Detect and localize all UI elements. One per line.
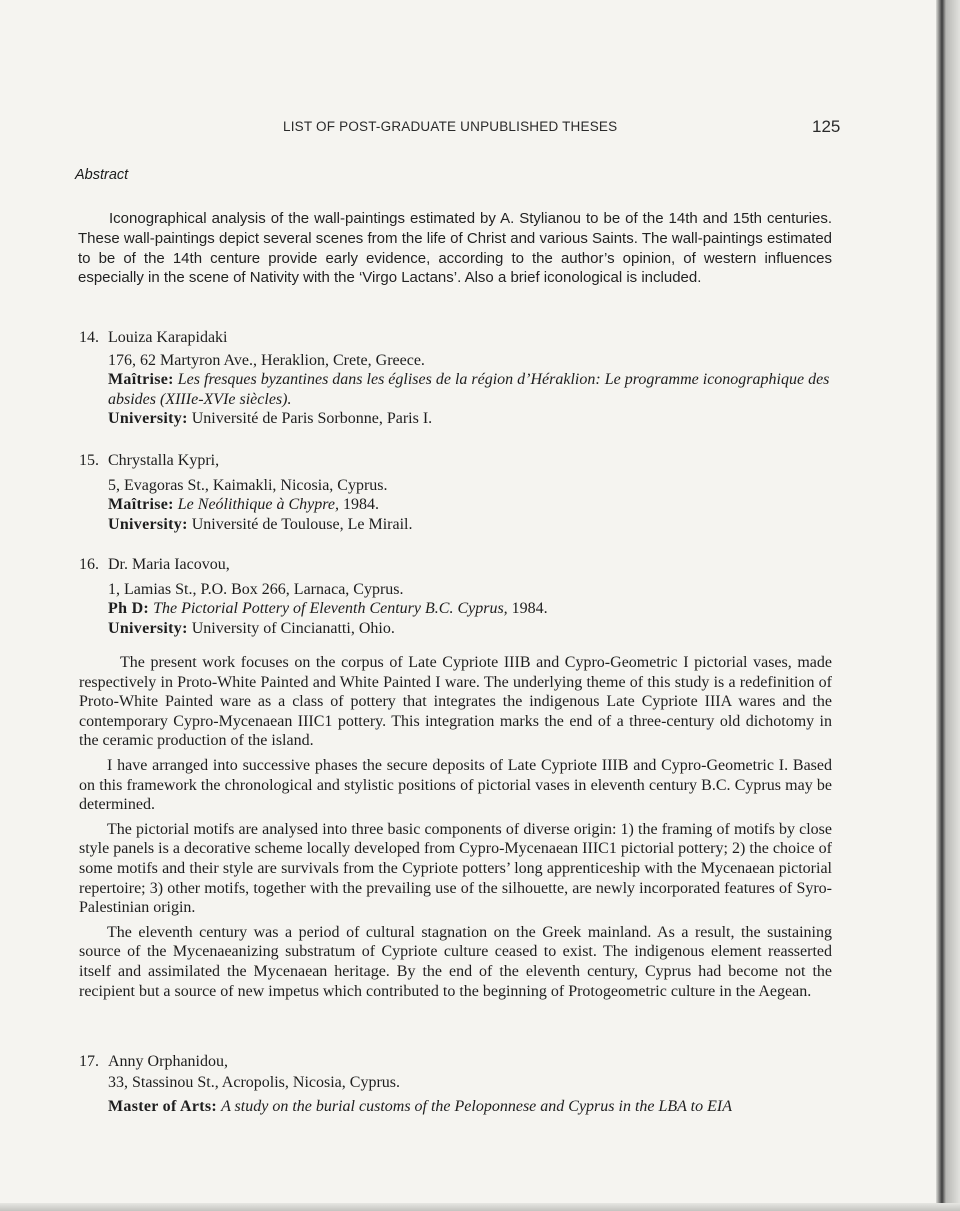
university-label: University:: [108, 619, 188, 637]
summary-paragraph: I have arranged into successive phases the secure deposits of Late Cypriote IIIB and Cypro-Geometric I. Based on this framework the chronological and stylistic positions of pictorial vases in eleventh century B.C. Cyprus may be determined.: [79, 756, 832, 814]
degree-label: Maîtrise:: [108, 496, 174, 513]
author-name: Anny Orphanidou,: [108, 1053, 228, 1070]
author-address: 1, Lamias St., P.O. Box 266, Larnaca, Cyprus.: [108, 580, 404, 598]
degree-line: [79, 599, 839, 619]
thesis-summary: [79, 653, 832, 1006]
entry-number: 14.: [79, 329, 99, 346]
university-line: [79, 515, 839, 535]
university-name: Université de Paris Sorbonne, Paris I.: [191, 410, 433, 427]
abstract-text: Iconographical analysis of the wall-paintings estimated by A. Stylianou to be of the 14th and 15th centuries. These wall-paintings depict several scenes from the life of Christ and various Saints. The wall-paintings estimated to be of the 14th centure provide early evidence, according to the author’s opinion, of western influences especially in the scene of Nativity with the ‘Virgo Lactans’. Also a brief iconological is included.: [78, 210, 832, 287]
summary-paragraph: The present work focuses on the corpus of Late Cypriote IIIB and Cypro-Geometric I pictorial vases, made respectively in Proto-White Painted and White Painted I ware. The underlying theme of this study is a redefinition of Proto-White Painted ware as a class of pottery that integrates the indigenous Late Cypriote IIIA wares and the contemporary Cypro-Mycenaean IIIC1 pottery. This integration marks the end of a three-century old dichotomy in the ceramic production of the island.: [79, 654, 832, 750]
author-address: 176, 62 Martyron Ave., Heraklion, Crete, Greece.: [108, 351, 425, 369]
thesis-entry-14: [79, 328, 839, 429]
page-bottom-edge: [0, 1203, 960, 1211]
thesis-entry-16: [79, 555, 839, 638]
entry-number: 17.: [79, 1053, 99, 1070]
degree-line: [79, 370, 839, 409]
entry-number: 15.: [79, 452, 99, 469]
abstract-heading: Abstract: [75, 167, 129, 183]
author-address: 5, Evagoras St., Kaimakli, Nicosia, Cyprus.: [108, 476, 388, 494]
degree-line: [79, 1097, 839, 1117]
degree-label: Ph D:: [108, 600, 150, 617]
author-name: Dr. Maria Iacovou,: [108, 556, 230, 573]
university-label: University:: [108, 410, 188, 427]
degree-label: Maîtrise:: [108, 371, 174, 388]
entry-number: 16.: [79, 556, 99, 573]
thesis-title: The Pictorial Pottery of Eleventh Century B.C. Cyprus,: [153, 600, 508, 617]
university-line: [79, 409, 839, 429]
thesis-title: Le Neólithique à Chypre,: [177, 496, 339, 513]
summary-paragraph: The pictorial motifs are analysed into three basic components of diverse origin: 1) the framing of motifs by close style panels is a decorative scheme locally developed from Cypro-Mycenaean IIIC1 pictorial pottery; 2) the choice of some motifs and their style are survivals from the Cypriote potters’ long apprenticeship with the Mycenaean pictorial repertoire; 3) other motifs, together with the prevailing use of the silhouette, are newly incorporated features of Syro-Palestinian origin.: [79, 820, 832, 917]
university-name: Université de Toulouse, Le Mirail.: [191, 515, 413, 533]
thesis-title: Les fresques byzantines dans les églises de la région d’Héraklion: Le programme iconographique des absides (XIIIe-XVIe siècles).: [108, 371, 830, 408]
university-line: [79, 619, 839, 639]
degree-label: Master of Arts:: [108, 1098, 218, 1115]
thesis-year: 1984.: [511, 600, 548, 617]
university-label: University:: [108, 515, 188, 533]
page-edge-shadow: [936, 0, 960, 1211]
author-address: 33, Stassinou St., Acropolis, Nicosia, Cyprus.: [108, 1073, 401, 1091]
thesis-entry-15: [79, 451, 839, 534]
running-title: LIST OF POST-GRADUATE UNPUBLISHED THESES: [283, 119, 618, 134]
thesis-year: 1984.: [342, 496, 379, 513]
degree-line: [79, 495, 839, 515]
page-number: 125: [812, 117, 841, 136]
thesis-entry-17: [79, 1052, 839, 1117]
thesis-title: A study on the burial customs of the Peloponnese and Cyprus in the LBA to EIA: [221, 1098, 732, 1115]
author-name: Louiza Karapidaki: [108, 329, 228, 346]
summary-paragraph: The eleventh century was a period of cultural stagnation on the Greek mainland. As a result, the sustaining source of the Mycenaeanizing substratum of Cypriote culture ceased to exist. The indigenous element reasserted itself and assimilated the Mycenaean heritage. By the end of the eleventh century, Cyprus had become not the recipient but a source of new impetus which contributed to the beginning of Protogeometric culture in the Aegean.: [79, 923, 832, 1000]
author-name: Chrystalla Kypri,: [108, 452, 220, 469]
university-name: University of Cincianatti, Ohio.: [191, 619, 395, 637]
